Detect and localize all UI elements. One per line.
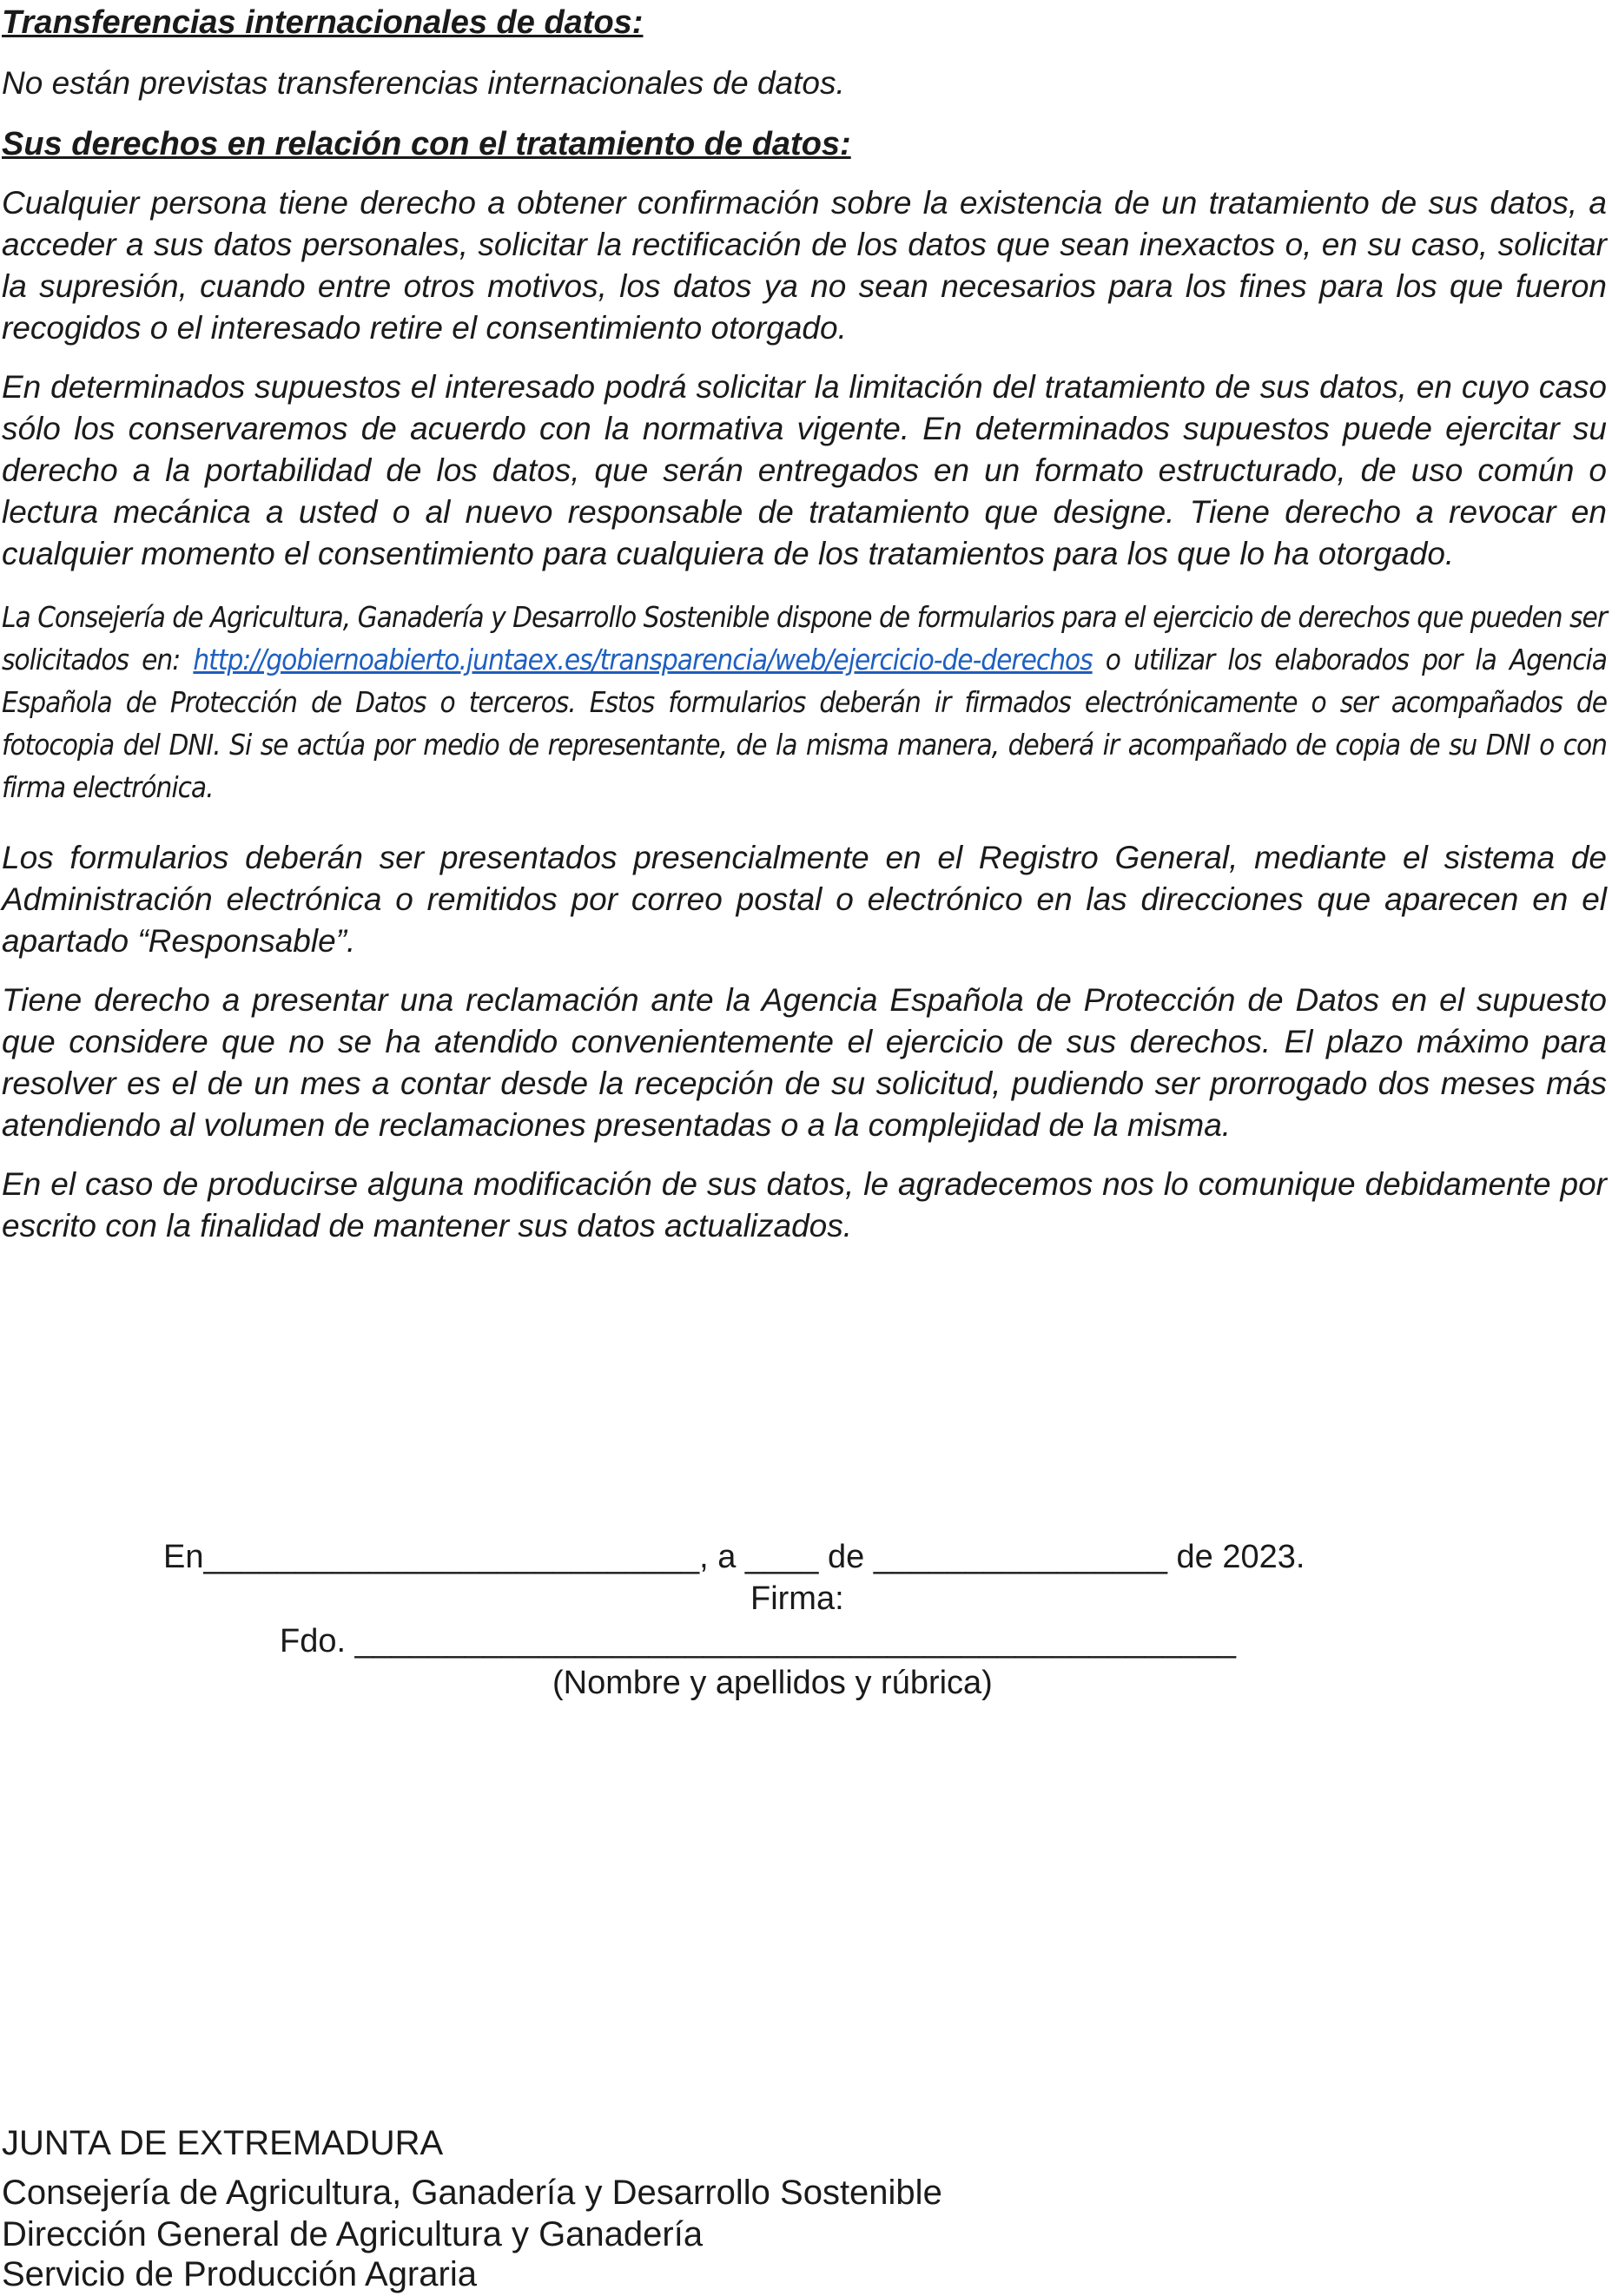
forms-paragraph xyxy=(2,596,1607,808)
name-caption: (Nombre y apellidos y rúbrica) xyxy=(552,1665,993,1701)
firma-label: Firma: xyxy=(750,1580,844,1617)
footer-directorate: Dirección General de Agricultura y Ganadería xyxy=(2,2215,704,2253)
footer-org: JUNTA DE EXTREMADURA xyxy=(2,2124,444,2162)
forms-text-after: o utilizar los elaborados por la Agencia Española de Protección de Datos o terceros. Estos formularios deberán ir firmados electrónicamente o ser acompañados de fotocopia del DNI. Si se actúa por medio de representante, de la misma manera, deberá ir acompañado de copia de su DNI o con firma electrónica. xyxy=(2,643,1607,804)
privacy-content xyxy=(2,0,1607,1247)
fdo-line: Fdo. ________________________________________________ xyxy=(280,1623,1237,1659)
footer-service: Servicio de Producción Agraria xyxy=(2,2255,477,2293)
update-paragraph: En el caso de producirse alguna modificación de sus datos, le agradecemos nos lo comunique debidamente por escrito con la finalidad de mantener sus datos actualizados. xyxy=(2,1166,1607,1244)
forms-text-before: La Consejería de Agricultura, Ganadería y Desarrollo Sostenible dispone de formularios para el ejercicio de derechos que pueden ser solicitados en: xyxy=(2,600,1607,676)
place-date-line: En___________________________, a ____ de ________________ de 2023. xyxy=(163,1539,1305,1575)
footer-department: Consejería de Agricultura, Ganadería y Desarrollo Sostenible xyxy=(2,2174,942,2212)
transfers-text: No están previstas transferencias internacionales de datos. xyxy=(2,65,845,101)
submission-paragraph: Los formularios deberán ser presentados presencialmente en el Registro General, mediante el sistema de Administración electrónica o remitidos por correo postal o electrónico en las direcciones que aparecen en el apartado “Responsable”. xyxy=(2,840,1607,959)
rights-heading: Sus derechos en relación con el tratamiento de datos: xyxy=(2,126,851,162)
transfers-heading: Transferencias internacionales de datos: xyxy=(2,4,644,41)
rights-forms-link[interactable]: http://gobiernoabierto.juntaex.es/transparencia/web/ejercicio-de-derechos xyxy=(193,643,1093,676)
claim-paragraph: Tiene derecho a presentar una reclamación ante la Agencia Española de Protección de Datos en el supuesto que considere que no se ha atendido convenientemente el ejercicio de sus derechos. El plazo máximo para resolver es el de un mes a contar desde la recepción de su solicitud, pudiendo ser prorrogado dos meses más atendiendo al volumen de reclamaciones presentadas o a la complejidad de la misma. xyxy=(2,982,1607,1143)
rights-paragraph-2: En determinados supuestos el interesado podrá solicitar la limitación del tratamiento de sus datos, en cuyo caso sólo los conservaremos de acuerdo con la normativa vigente. En determinados supuestos puede ejercitar su derecho a la portabilidad de los datos, que serán entregados en un formato estructurado, de uso común o lectura mecánica a usted o al nuevo responsable de tratamiento que designe. Tiene derecho a revocar en cualquier momento el consentimiento para cualquiera de los tratamientos para los que lo ha otorgado. xyxy=(2,369,1607,571)
rights-paragraph-1: Cualquier persona tiene derecho a obtener confirmación sobre la existencia de un tratamiento de sus datos, a acceder a sus datos personales, solicitar la rectificación de los datos que sean inexactos o, en su caso, solicitar la supresión, cuando entre otros motivos, los datos ya no sean necesarios para los fines para los que fueron recogidos o el interesado retire el consentimiento otorgado. xyxy=(2,185,1607,346)
